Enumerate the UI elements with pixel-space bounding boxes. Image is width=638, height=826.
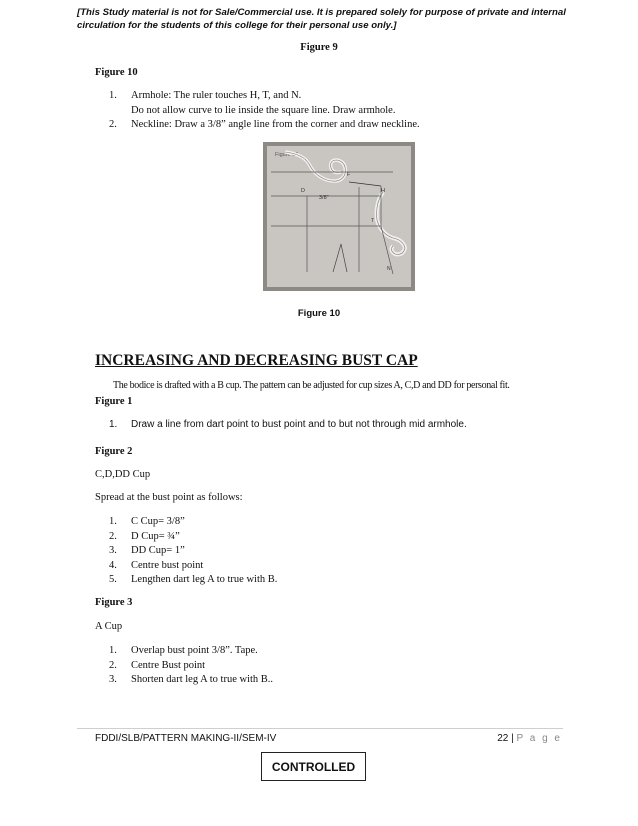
step-number: 4. bbox=[109, 559, 117, 571]
step-text: Neckline: Draw a 3/8” angle line from the corner and draw neckline. bbox=[131, 119, 420, 130]
list-item bbox=[109, 515, 551, 530]
page-word: P a g e bbox=[516, 733, 562, 744]
figure10-photo bbox=[263, 142, 415, 291]
figure2-subheading: C,D,DD Cup bbox=[95, 469, 151, 480]
figure10-caption: Figure 10 bbox=[297, 308, 341, 319]
step-text-continued: Do not allow curve to lie inside the square line. Draw armhole. bbox=[131, 104, 396, 116]
footer-divider bbox=[77, 728, 563, 729]
measure-label: 3/8" bbox=[319, 195, 329, 201]
controlled-stamp: CONTROLLED bbox=[261, 752, 366, 781]
label-d: D bbox=[301, 188, 305, 194]
figure9-caption: Figure 9 bbox=[300, 42, 338, 53]
disclaimer-notice: [This Study material is not for Sale/Commercial use. It is prepared solely for purpose of private and internal circulation for the students of this college for their personal use only.] bbox=[77, 7, 566, 31]
step-text: Shorten dart leg A to true with B.. bbox=[131, 674, 274, 685]
list-item bbox=[109, 530, 551, 545]
label-f: F bbox=[347, 172, 351, 178]
step-text: Armhole: The ruler touches H, T, and N. bbox=[131, 90, 302, 101]
figure1-heading: Figure 1 bbox=[95, 396, 133, 407]
list-item bbox=[109, 673, 551, 688]
list-item bbox=[109, 544, 551, 559]
list-item bbox=[109, 573, 551, 588]
figure3-steps bbox=[109, 644, 551, 688]
step-number: 1. bbox=[109, 516, 117, 527]
list-item bbox=[109, 644, 551, 659]
step-number: 3. bbox=[109, 674, 117, 685]
figure2-heading: Figure 2 bbox=[95, 446, 133, 457]
step-text: Centre bust point bbox=[131, 559, 204, 571]
figure2-steps bbox=[109, 515, 551, 588]
photo-title: Figure 10 bbox=[275, 152, 299, 158]
figure2-lead: Spread at the bust point as follows: bbox=[95, 492, 243, 503]
page-number: 22 bbox=[497, 733, 509, 744]
footer-page-info bbox=[497, 733, 562, 744]
step-number: 2. bbox=[109, 659, 117, 671]
list-item bbox=[109, 559, 551, 574]
figure3-heading: Figure 3 bbox=[95, 597, 133, 608]
step-number: 2. bbox=[109, 119, 117, 130]
figure1-steps bbox=[109, 418, 551, 433]
step-text: D Cup= ¾” bbox=[131, 530, 180, 542]
label-h: H bbox=[381, 188, 385, 194]
label-n: N bbox=[387, 266, 391, 272]
figure10-heading: Figure 10 bbox=[95, 67, 138, 78]
step-text: Centre Bust point bbox=[131, 659, 206, 671]
figure10-steps bbox=[109, 89, 551, 133]
list-item bbox=[109, 659, 551, 674]
step-number: 5. bbox=[109, 574, 117, 585]
page-separator: | bbox=[511, 733, 514, 744]
list-item bbox=[109, 418, 551, 433]
list-item bbox=[109, 118, 551, 133]
figure3-subheading: A Cup bbox=[95, 621, 123, 632]
step-text: DD Cup= 1” bbox=[131, 545, 185, 556]
pattern-drawing bbox=[263, 142, 415, 291]
section-heading: INCREASING AND DECREASING BUST CAP bbox=[95, 352, 418, 369]
list-item bbox=[109, 89, 551, 118]
step-text: Lengthen dart leg A to true with B. bbox=[131, 574, 278, 585]
step-number: 1. bbox=[109, 645, 117, 656]
intro-paragraph: The bodice is drafted with a B cup. The pattern can be adjusted for cup sizes A, C,D and DD for personal fit. bbox=[113, 380, 510, 391]
label-t: T bbox=[371, 218, 375, 224]
step-number: 1. bbox=[109, 90, 117, 101]
step-number: 3. bbox=[109, 545, 117, 556]
step-text: Draw a line from dart point to bust point and to but not through mid armhole. bbox=[131, 419, 467, 430]
step-text: Overlap bust point 3/8”. Tape. bbox=[131, 645, 258, 656]
step-number: 1. bbox=[109, 419, 118, 430]
step-number: 2. bbox=[109, 530, 117, 542]
step-text: C Cup= 3/8” bbox=[131, 516, 185, 527]
footer-course-code: FDDI/SLB/PATTERN MAKING-II/SEM-IV bbox=[95, 733, 277, 744]
